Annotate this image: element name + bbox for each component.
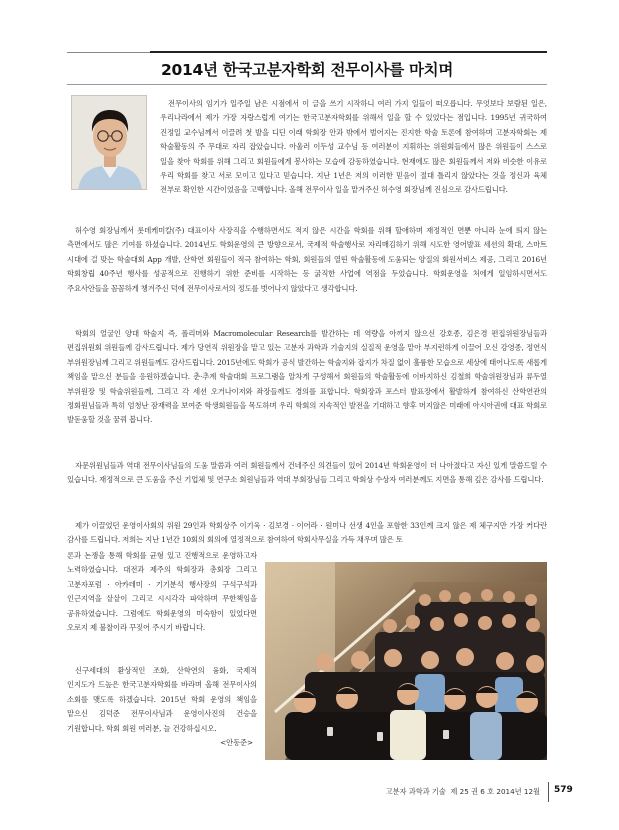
author-portrait [71,95,147,190]
paragraph-5-continued: 론과 논쟁을 통해 학회를 균형 있고 진행적으로 운영하고자 노력하였습니다. 대전과 제주의 학회장과 총회장 그리고 고분자포럼 · 아카데미 · 기기분석 행사장의 구석구석과 인근지역을 샅샅이 그리고 시시각각 파악하며 무한책임을 공유하였습니다. 그럼에도 학회운영의 미숙함이 있었다면 오로지 제 불찰이라 꾸짖어 주시기 바랍니다. [67,551,257,633]
article-title: 2014년 한국고분자학회 전무이사를 마치며 [161,61,453,79]
paragraph-1: 전무이사의 임기가 일주일 남은 시점에서 이 글을 쓰기 시작하니 여러 가지 일들이 떠오릅니다. 무엇보다 보람된 일은, 우리나라에서 제가 가장 자랑스럽게 여기는 한국고분자학회를 위해서 일을 할 수 있었다는 점입니다. 1995년 귀국하여 진정일 교수님께서 이끌려 첫 발을 디딘 이래 학회장 안과 밖에서 벌어지는 진지한 학술 토론에 참여하며 고분자학회는 제 학술활동의 주 무대로 자리 잡았습니다. 아울러 이두성 교수님 등 여러분이 지휘하는 위원회들에서 많은 위원들이 스스로 일을 찾아 학회를 위해 그리고 회원들에게 봉사하는 모습에 감동하였습니다. 현재에도 많은 회원들께서 저와 비슷한 이유로 우리 학회를 찾고 서로 모이고 있다고 믿습니다. 지난 1년은 저의 이러한 믿음이 절대 틀리지 않았다는 것을 정신과 육체 전부로 확인한 시간이었음을 고백합니다. 올해 전무이사 일을 맡겨주신 허수영 회장님께 진심으로 감사드립니다. [160,99,547,195]
author-signature: <안동준> [220,738,253,748]
paragraph-2: 허수영 회장님께서 롯데케미칼(주) 대표이사 사장직을 수행하면서도 적지 않은 시간을 학회를 위해 할애하며 재정적인 면뿐 아니라 눈에 띄지 않는 측면에서도 많은 기여를 하셨습니다. 2014년도 학회운영의 큰 방향으로서, 국제적 학술행사로 자리매김하기 위해 시도한 영어발표 세션의 확대, 스마트 시대에 걸 맞는 학술대회 App 개발, 산학연 회원들이 적극 참여하는 학회, 회원들의 열띤 학술활동에 도움되는 양질의 회원서비스 제공, 그리고 2016년 학회창립 40주년 행사를 성공적으로 진행하기 위한 준비를 시작하는 등 굵직한 사업에 역점을 두었습니다. 학회운영을 처에게 일임하시면서도 주요사안들을 꼼꼼하게 챙겨주신 덕에 전무이사로서의 정도를 벗어나지 않았다고 생각합니다. [67,226,547,293]
footer-journal-info [360,787,540,797]
paragraph-6 [67,664,257,750]
top-rule-thick [150,51,547,53]
paragraph-5: 제가 이끌었던 운영이사회의 위원 29인과 학회상주 이기욱 · 김보경 · 이어라 · 원미나 선생 4인을 포함한 33인께 크지 않은 제 체구지만 가장 커다란 감사를 드립니다. 저희는 지난 1년간 10회의 회의에 열정적으로 참여하여 학회사무실을 가득 채우며 많은 토 [67,521,547,545]
paragraph-3: 학회의 얼굴인 양대 학술지 즉, 폴리머와 Macromolecular Research를 발간하는 데 역량을 아끼지 않으신 강호종, 김은경 편집위원장님들과 편집위원회 위원들께 감사드립니다. 제가 당연직 위원장을 맡고 있는 고분자 과학과 기술지의 실질적 운영을 맡아 부지런하게 이끌어 오신 강영종, 정연식 부위원장님께 그리고 위원들께도 감사드립니다. 2015년에도 학회가 공식 발간하는 학술지와 잡지가 차질 없이 훌륭한 모습으로 세상에 태어나도록 새롭게 책임을 맡으신 분들을 응원하겠습니다. 춘·추계 학술대회 프로그램을 알차게 구성해서 회원들의 학술활동에 이바지하신 김철희 학술위원장님과 류두열 부위원장 및 학술위원들께, 그리고 각 세션 오거나이저와 좌장들께도 경의를 표합니다. 학회장과 포스터 발표장에서 활발하게 참여하신 산학연관의 정회원님들과 특히 엄청난 잠재력을 보여준 학생회원들을 목도하며 우리 학회의 지속적인 발전을 기대하고 향후 머지않은 미래에 아시아권에 대표 학회로 발돋움할 것을 꿈꿔 봅니다. [67,329,547,425]
paragraph-6-text: 신구세대의 환상적인 조화, 산학연의 융화, 국제적 인지도가 드높은 한국고분자학회를 바라며 올해 전무이사의 소회를 맺도록 하겠습니다. 2015년 학회 운영의 책임을 맡으신 김덕준 전무이사님과 운영이사진의 건승을 기원합니다. 학회 회원 여러분, 늘 건강하십시오. [67,666,257,733]
footer-separator [548,782,549,802]
title-underline [67,84,547,85]
group-photo [265,562,547,760]
footer-issue: 제 25 권 6 호 2014년 12월 [450,787,540,796]
page-number: 579 [554,785,573,795]
paragraph-4: 자문위원님들과 역대 전무이사님들의 도움 말씀과 여러 회원들께서 건네주신 의견들이 있어 2014년 학회운영이 더 나아졌다고 자신 있게 말씀드릴 수 있습니다. 재정적으로 큰 도움을 주신 기업체 및 연구소 회원님들과 역대 부회장님들 그리고 학회상 수상자 여러분께도 지면을 통해 깊은 감사를 드립니다. [67,461,547,485]
footer-journal: 고분자 과학과 기술 [385,787,446,796]
top-rule-thin [67,52,150,53]
